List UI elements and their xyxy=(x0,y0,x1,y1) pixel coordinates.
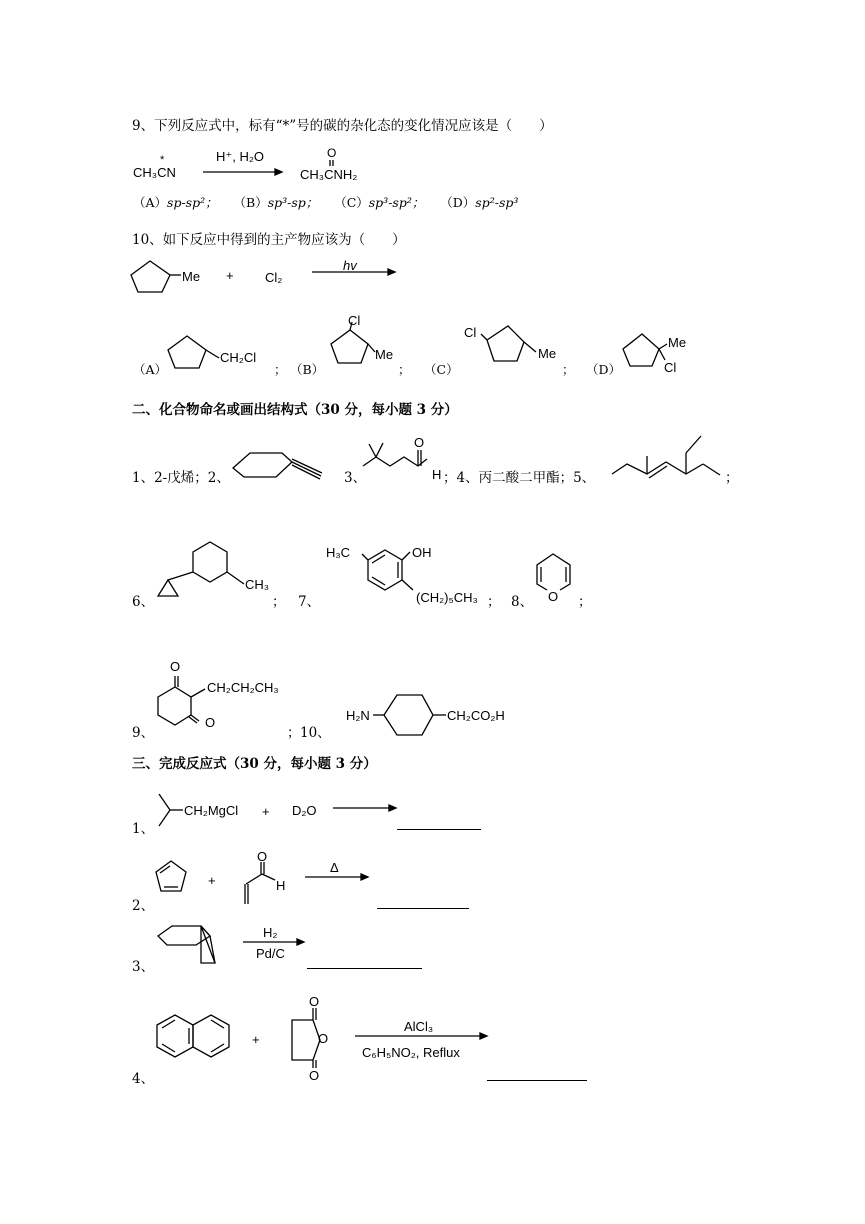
s3-r3-catalyst: Pd/C xyxy=(256,946,285,961)
q10-option-b-cl: Cl xyxy=(348,313,361,328)
q10-option-c-cl: Cl xyxy=(464,325,477,340)
s2-item8-label: 8、 xyxy=(511,594,534,610)
s3-r4-plus: + xyxy=(252,1032,260,1047)
q9-conditions: H⁺, H₂O xyxy=(216,149,265,164)
s2-item9-o-top: O xyxy=(170,659,181,674)
s2-item9-propyl: CH₂CH₂CH₃ xyxy=(207,680,279,695)
q9-star-mark: * xyxy=(160,154,165,166)
s3-r2-o: O xyxy=(257,849,268,864)
s3-r4-o-bottom: O xyxy=(309,1068,320,1083)
s3-r4-o-ring: O xyxy=(318,1031,329,1046)
s3-r2-number: 2、 xyxy=(132,898,155,914)
q10-option-a-label: （A） xyxy=(133,362,168,377)
s3-r4-solvent: C₆H₅NO₂, Reflux xyxy=(362,1045,460,1060)
s2-item9-label: 9、 xyxy=(132,725,155,741)
q9-product-oxygen: O xyxy=(327,146,337,160)
s3-r1-number: 1、 xyxy=(132,821,155,837)
question-9-text: 9、下列反应式中，标有“*”号的碳的杂化态的变化情况应该是（ ） xyxy=(132,118,553,134)
s3-r3-number: 3、 xyxy=(132,959,155,975)
s2-item9-o-bottom: O xyxy=(205,715,216,730)
q10-option-d-cl: Cl xyxy=(664,360,677,375)
question-10-text: 10、如下反应中得到的主产物应该为（ ） xyxy=(132,232,406,248)
s2-item7-h3c: H₃C xyxy=(326,545,351,560)
q10-me-label: Me xyxy=(182,269,201,284)
s2-item9-end: ； xyxy=(287,725,301,741)
s2-item3-o: O xyxy=(414,435,425,450)
q10-conditions: hv xyxy=(343,258,357,273)
q10-plus: + xyxy=(226,268,234,283)
s3-r4-number: 4、 xyxy=(132,1071,155,1087)
s2-item7-end: ； xyxy=(487,594,501,610)
s3-r4-answer-blank[interactable] xyxy=(487,1080,587,1081)
s2-item5-end: ； xyxy=(725,470,739,486)
q10-option-c-label: （C） xyxy=(424,362,459,377)
s3-r4-catalyst: AlCl₃ xyxy=(404,1019,434,1034)
q10-option-c-end: ； xyxy=(562,362,575,377)
s2-item3-label: 3、 xyxy=(344,470,367,486)
s3-r1-d2o: D₂O xyxy=(292,803,317,818)
s3-r3-h2: H₂ xyxy=(263,925,278,940)
s2-item6-ch3: CH₃ xyxy=(245,577,270,592)
q10-option-b-end: ； xyxy=(398,362,411,377)
q10-option-d-label: （D） xyxy=(586,362,622,377)
s2-item3-h: H xyxy=(432,467,442,482)
section-2-title: 二、化合物命名或画出结构式（30 分，每小题 3 分） xyxy=(132,402,458,418)
s3-r2-heat: Δ xyxy=(330,860,339,875)
q9-reactant: CH₃CN xyxy=(133,165,176,180)
q10-option-a-end: ； xyxy=(274,362,287,377)
s2-item6-label: 6、 xyxy=(132,594,155,610)
s2-item7-chain: (CH₂)₅CH₃ xyxy=(416,590,478,605)
s3-r2-h: H xyxy=(276,878,286,893)
q10-option-b-me: Me xyxy=(375,347,394,362)
s2-item7-oh: OH xyxy=(412,545,432,560)
s3-r4-o-top: O xyxy=(309,994,320,1009)
q9-options: （A）sp-sp²； （B）sp³-sp； （C）sp³-sp²； （D）sp²-sp³ xyxy=(133,195,519,210)
s2-item10-acid: CH₂CO₂H xyxy=(447,708,505,723)
s2-item4-5: ；4、丙二酸二甲酯；5、 xyxy=(443,470,596,486)
q10-option-c-me: Me xyxy=(538,346,557,361)
s2-item10-amine: H₂N xyxy=(346,708,370,723)
section-3-title: 三、完成反应式（30 分，每小题 3 分） xyxy=(132,756,377,772)
s3-r1-grignard: CH₂MgCl xyxy=(184,803,239,818)
s2-item6-end: ； xyxy=(272,594,286,610)
s3-r2-plus: + xyxy=(208,873,216,888)
q10-option-a-ch2cl: CH₂Cl xyxy=(220,350,257,365)
s2-item10-label: 10、 xyxy=(300,725,331,741)
s2-item8-end: ； xyxy=(578,594,592,610)
s2-item7-label: 7、 xyxy=(298,594,321,610)
s2-item1-2: 1、2-戊烯；2、 xyxy=(132,470,230,486)
q9-product: CH₃CNH₂ xyxy=(300,167,358,182)
s3-r1-plus: + xyxy=(262,804,270,819)
s2-item8-o: O xyxy=(548,589,559,604)
q10-reagent: Cl₂ xyxy=(265,270,283,285)
q10-option-d-me: Me xyxy=(668,335,687,350)
q10-option-b-label: （B） xyxy=(290,362,325,377)
